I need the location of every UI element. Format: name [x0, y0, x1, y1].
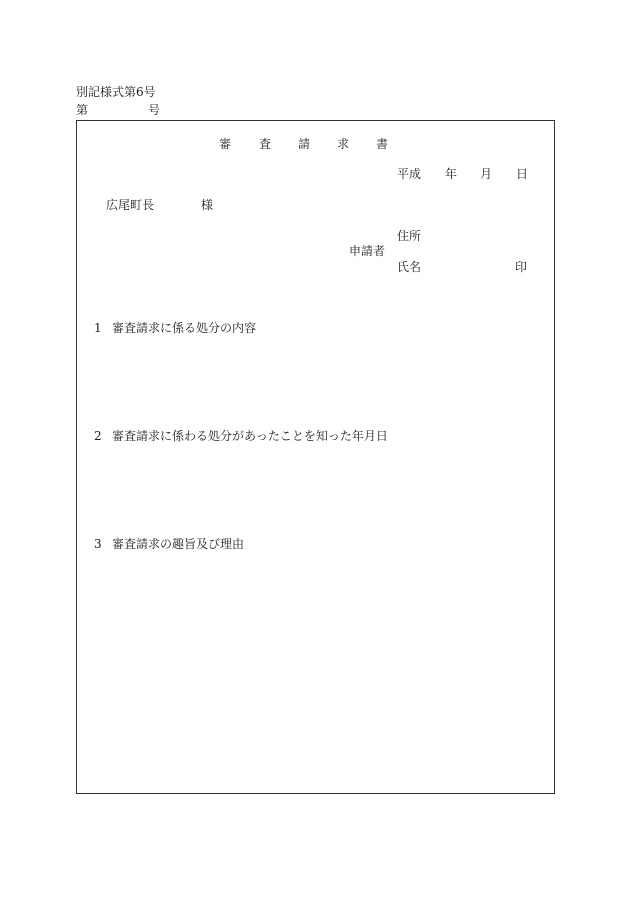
title-char: 査: [259, 137, 272, 151]
title-char: 審: [219, 137, 232, 151]
date-era: 平成: [397, 167, 422, 181]
number-suffix: 号: [148, 103, 161, 117]
item-text: 審査請求に係る処分の内容: [112, 321, 257, 335]
item-text: 審査請求に係わる処分があったことを知った年月日: [112, 429, 388, 443]
title-char: 求: [337, 137, 350, 151]
addressee-honorific: 様: [201, 198, 214, 212]
number-prefix: 第: [76, 103, 89, 117]
seal-mark: 印: [515, 260, 528, 274]
date-month: 月: [480, 167, 493, 181]
applicant-label: 申請者: [349, 244, 386, 258]
item-number: 3: [94, 537, 102, 551]
title-char: 書: [376, 137, 389, 151]
date-year: 年: [445, 167, 458, 181]
form-frame: [76, 120, 555, 794]
addressee-name: 広尾町長: [106, 198, 155, 212]
title-char: 請: [298, 137, 311, 151]
item-number: 2: [94, 429, 102, 443]
name-label: 氏名: [397, 260, 422, 274]
form-label: 別記様式第6号: [76, 85, 156, 99]
item-number: 1: [94, 321, 102, 335]
address-label: 住所: [397, 229, 422, 243]
item-text: 審査請求の趣旨及び理由: [112, 537, 245, 551]
date-day: 日: [516, 167, 529, 181]
